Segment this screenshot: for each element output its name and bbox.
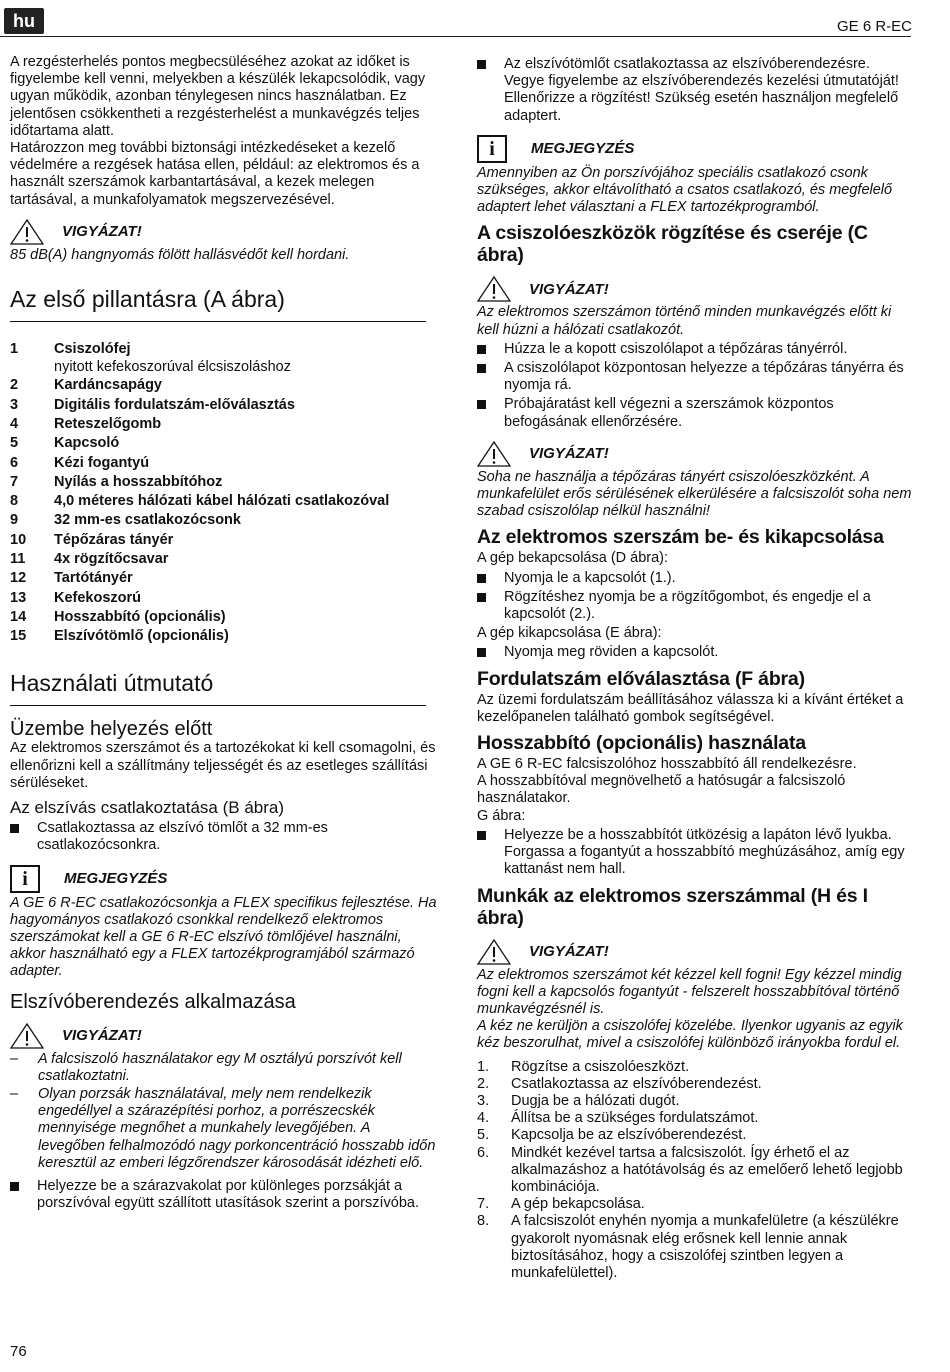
parts-list-item: 2 Kardáncsapágy: [10, 377, 162, 394]
intro-paragraph-1: A rezgésterhelés pontos megbecsüléséhez azokat az időket is figyelembe kell venni, melyekben a készülék lekapcsolódik, vagy ugyan működik, azonban ténylegesen nincs használatban. Ez jelentősen csökkentheti a rezgésterhelést a munkavégzés teljes időtartama alatt.: [10, 54, 426, 139]
step-item: 8. A falcsiszolót enyhén nyomja a munkafelületre (a készülékre gyakorolt nyomásnak elég erősnek kell lennie annak biztosításához, hogy a csiszolófej szintben legyen a munkafelülettel).: [477, 1213, 899, 1281]
parts-list-item: 11 4x rögzítőcsavar: [10, 551, 169, 567]
warning-label: VIGYÁZAT!: [529, 942, 609, 960]
bullet-item: Az elszívótömlőt csatlakoztassa az elszívóberendezésre. Vegye figyelembe az elszívóberendezés kezelési útmutatóját! Ellenőrizze a rögzítést! Szükség esetén használjon megfelelő adaptert.: [477, 56, 913, 125]
model-name: GE 6 R-EC: [836, 18, 912, 35]
parts-list-item: 6 Kézi fogantyú: [10, 454, 150, 471]
step-item: 5. Kapcsolja be az elszívóberendezést.: [477, 1127, 747, 1144]
warning-icon: [477, 441, 511, 467]
info-icon: i: [477, 135, 507, 163]
right-column: [477, 54, 913, 1282]
manual-heading: Használati útmutató: [10, 670, 426, 706]
warning-label: VIGYÁZAT!: [62, 223, 142, 241]
dash-item: – Olyan porzsák használatával, mely nem rendelkezik engedéllyel a szárazépítési porhoz, a porrészecskék mennyisége megnőhet a munkahely levegőjében. A levegőben felhalmozódó nagy porkoncentráció hosszabb időn keresztül az emberi légzőrendszer károsodását idézheti elő.: [10, 1085, 436, 1171]
bullet-item: Nyomja le a kapcsolót (1.).: [477, 570, 913, 587]
extension-text-2: A hosszabbítóval megnövelhető a hatósugár a falcsiszoló használatakor.: [477, 773, 846, 807]
warning-label: VIGYÁZAT!: [529, 280, 609, 298]
parts-list-item: 14 Hosszabbító (opcionális): [10, 608, 226, 625]
parts-list-item: 4 Reteszelőgomb: [10, 415, 162, 432]
note-text: A GE 6 R-EC csatlakozócsonkja a FLEX specifikus fejlesztése. Ha hagyományos csatlakozó csonkkal rendelkező elektromos szerszámokat kell a GE 6 R-EC elszívó tömlőjével használni, akkor használható egy a FLEX tartozékprogramjából származó adapter.: [10, 894, 437, 980]
bullet-item: A csiszolólapot központosan helyezze a tépőzáras tányérra és nyomja rá.: [477, 360, 913, 394]
parts-list-item: 1 Csiszolófej: [10, 341, 131, 358]
header-rule: [0, 36, 911, 37]
warning-label: VIGYÁZAT!: [62, 1026, 142, 1044]
warning-icon: [477, 276, 511, 302]
parts-list-item: 13 Kefekoszorú: [10, 589, 142, 606]
before-heading: Üzembe helyezés előtt: [10, 718, 213, 741]
work-heading: Munkák az elektromos szerszámmal (H és I ábra): [477, 884, 868, 929]
bullet-item: Rögzítéshez nyomja be a rögzítőgombot, és engedje el a kapcsolót (2.).: [477, 589, 913, 623]
parts-list-item: 12 Tartótányér: [10, 570, 133, 587]
page-number: 76: [10, 1343, 27, 1360]
warning-header: [477, 939, 913, 965]
extension-text-3: G ábra:: [477, 807, 526, 824]
bullet-item: Húzza le a kopott csiszolólapot a tépőzáras tányérról.: [477, 341, 913, 358]
extension-text-1: A GE 6 R-EC falcsiszolóhoz hosszabbító áll rendelkezésre.: [477, 756, 857, 773]
warning-text: 85 dB(A) hangnyomás fölött hallásvédőt kell hordani.: [10, 246, 350, 263]
warning-icon: [10, 1023, 44, 1049]
warning-header: [477, 276, 913, 302]
before-text: Az elektromos szerszámot és a tartozékokat ki kell csomagolni, és ellenőrizni kell a szállítmány teljességét és az esetleges szállítási sérüléseket.: [10, 740, 436, 791]
bullet-item: Helyezze be a szárazvakolat por különleges porzsákját a porszívóval együtt szállított utasítások szerint a porszívóba.: [10, 1178, 440, 1212]
parts-list: [10, 340, 440, 646]
speed-text: Az üzemi fordulatszám beállításához válassza ki a kívánt értéket a kezelőpanelen található gombok segítségével.: [477, 691, 904, 725]
vacuum-heading: Elszívóberendezés alkalmazása: [10, 990, 296, 1013]
bullet-item: Nyomja meg röviden a kapcsolót.: [477, 644, 913, 661]
grinding-heading: A csiszolóeszközök rögzítése és cseréje (C ábra): [477, 222, 868, 267]
overview-heading: Az első pillantásra (A ábra): [10, 286, 426, 322]
extraction-heading: Az elszívás csatlakoztatása (B ábra): [10, 798, 285, 818]
info-icon: i: [10, 865, 40, 893]
step-item: 3. Dugja be a hálózati dugót.: [477, 1092, 680, 1109]
warning-text: A kéz ne kerüljön a csiszolófej közelébe. Ilyenkor ugyanis az egyik kéz beszorulhat, mivel a csiszolófej különböző irányokba fordul el.: [477, 1018, 903, 1052]
note-header: [477, 135, 913, 163]
warning-text: Az elektromos szerszámot két kézzel kell fogni! Egy kézzel mindig fogni kell a kapcsolós fogantyút - felszerelt hosszabbítóval történő munkavégzésnél is.: [477, 966, 902, 1017]
speed-heading: Fordulatszám előválasztása (F ábra): [477, 667, 805, 690]
intro-paragraph-2: Határozzon meg további biztonsági intézkedéseket a kezelő védelmére a rezgések hatása ellen, például: az elektromos és a használt szerszámok karbantartásával, a kezek melegen tartásával, a munkafolyamatok megszervezésével.: [10, 140, 420, 208]
language-badge: hu: [4, 8, 44, 34]
warning-text: Soha ne használja a tépőzáras tányért csiszolóeszközként. A munkafelület erős sérülésének elkerülésére a falcsiszolót soha nem szabad csiszolólap nélkül használni!: [477, 468, 912, 520]
note-label: MEGJEGYZÉS: [531, 140, 635, 158]
warning-label: VIGYÁZAT!: [529, 445, 609, 463]
step-item: 6. Mindkét kezével tartsa a falcsiszolót. Így érhető el az alkalmazáshoz a hatótávolság és az emelőerő lehető legjobb kombinációja.: [477, 1144, 903, 1195]
switch-off-intro: A gép kikapcsolása (E ábra):: [477, 625, 662, 642]
step-item: 1. Rögzítse a csiszolóeszközt.: [477, 1058, 690, 1075]
left-column: [10, 54, 440, 1214]
note-text: Amennyiben az Ön porszívójához speciális csatlakozó csonk szükséges, akkor eltávolítható a csatos csatlakozó, és megfelelő adaptert lehet választani a FLEX tartozékprogramból.: [477, 164, 893, 216]
onoff-heading: Az elektromos szerszám be- és kikapcsolása: [477, 526, 884, 549]
note-header: [10, 865, 440, 893]
parts-list-item: 10 Tépőzáras tányér: [10, 531, 174, 548]
parts-list-item: 9 32 mm-es csatlakozócsonk: [10, 512, 241, 529]
warning-icon: [477, 939, 511, 965]
warning-header: [10, 219, 440, 245]
warning-icon: [10, 219, 44, 245]
bullet-item: Próbajáratást kell végezni a szerszámok központos befogásának ellenőrzésére.: [477, 396, 913, 430]
dash-item: – A falcsiszoló használatakor egy M osztályú porszívót kell csatlakoztatni.: [10, 1050, 402, 1084]
parts-list-item: 8 4,0 méteres hálózati kábel hálózati csatlakozóval: [10, 493, 390, 510]
bullet-item: Csatlakoztassa az elszívó tömlőt a 32 mm-es csatlakozócsonkra.: [10, 820, 440, 854]
parts-list-item: 3 Digitális fordulatszám-előválasztás: [10, 396, 295, 413]
steps-list: [477, 1059, 913, 1283]
warning-header: [10, 1023, 440, 1049]
parts-list-item: 7 Nyílás a hosszabbítóhoz: [10, 473, 223, 490]
bullet-item: Helyezze be a hosszabbítót ütközésig a lapáton lévő lyukba. Forgassa a fogantyút a hosszabbító meghúzásához, amíg egy kattanást nem hall.: [477, 827, 913, 879]
warning-header: [477, 441, 913, 467]
parts-list-item: 15 Elszívótömlő (opcionális): [10, 628, 229, 645]
step-item: 2. Csatlakoztassa az elszívóberendezést.: [477, 1075, 762, 1092]
step-item: 4. Állítsa be a szükséges fordulatszámot.: [477, 1110, 759, 1127]
step-item: 7. A gép bekapcsolása.: [477, 1196, 645, 1213]
warning-text: Az elektromos szerszámon történő minden munkavégzés előtt ki kell húzni a hálózati csatlakozót.: [477, 304, 892, 338]
switch-on-intro: A gép bekapcsolása (D ábra):: [477, 550, 669, 567]
parts-list-subitem: nyitott kefekoszorúval élcsiszoláshoz: [54, 359, 291, 376]
note-label: MEGJEGYZÉS: [64, 869, 168, 887]
extension-heading: Hosszabbító (opcionális) használata: [477, 732, 806, 755]
parts-list-item: 5 Kapcsoló: [10, 435, 120, 452]
